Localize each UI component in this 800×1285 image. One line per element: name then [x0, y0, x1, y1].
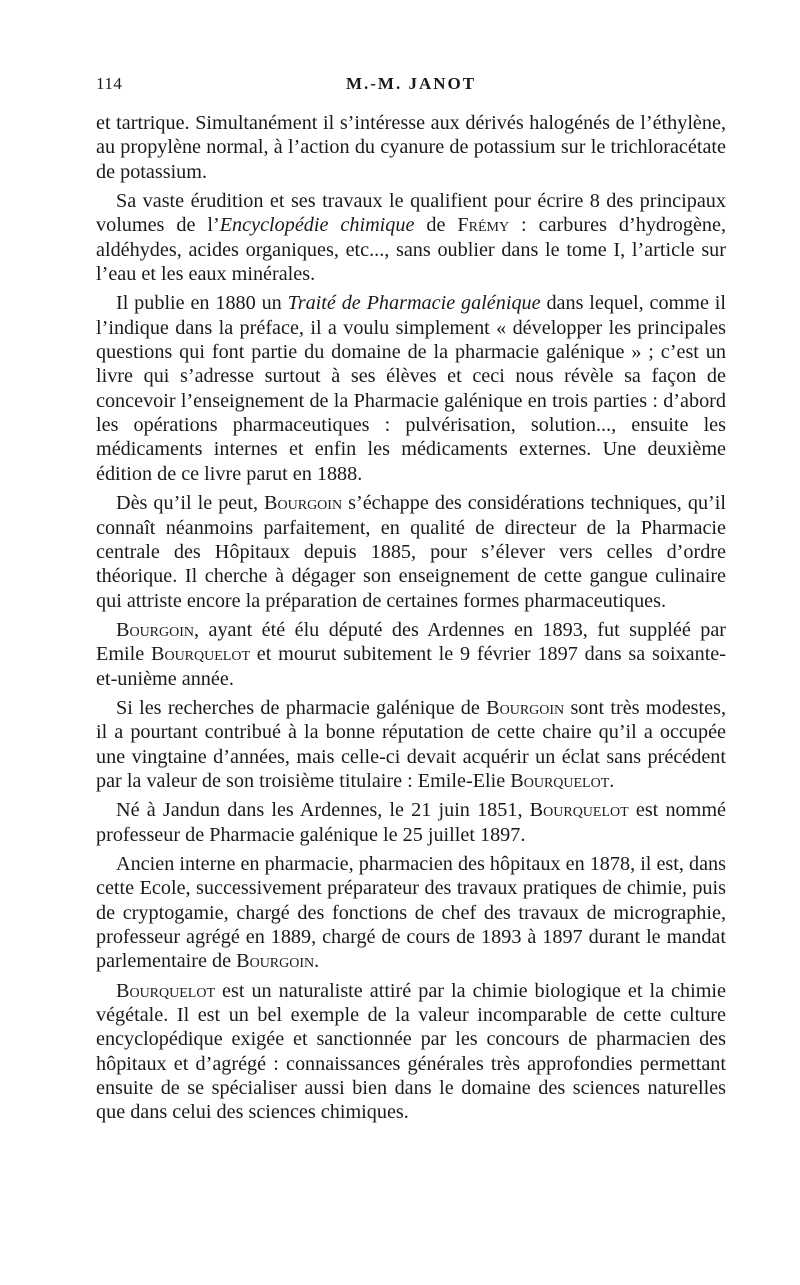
book-title-italic: Traité de Pharmacie galénique: [287, 292, 541, 315]
paragraph: [96, 291, 726, 486]
text-run: .: [609, 769, 615, 792]
text-run: , ayant été élu député des Ardennes en 1893, fut suppléé par Emile: [96, 618, 726, 666]
running-head: M.-M. JANOT: [345, 74, 477, 93]
text-run: sont très modestes, il a pourtant contribué à la bonne réputation de cette chaire qu’il a occupée une vingtaine d’années, mais celle-ci devait acquérir un éclat sans précédent par la valeur de son troisième titulaire : Emile-Elie: [96, 696, 726, 792]
name-small-caps: Bourquelot: [151, 643, 251, 666]
paragraph: [96, 852, 726, 974]
paragraph: [96, 696, 726, 793]
paragraph: [96, 189, 726, 286]
name-small-caps: Bourgoin: [116, 618, 195, 641]
paragraph: [96, 111, 726, 184]
paragraph: [96, 798, 726, 847]
text-run: de: [414, 214, 458, 237]
paragraph: [96, 618, 726, 691]
name-small-caps: Bourquelot: [510, 769, 610, 792]
text-run: .: [314, 950, 320, 973]
text-run: Sa vaste érudition et ses travaux le qualifient pour écrire 8 des principaux volumes de l’: [96, 190, 726, 237]
name-small-caps: Frémy: [457, 214, 510, 237]
text-run: Ancien interne en pharmacie, pharmacien des hôpitaux en 1878, il est, dans cette Ecole, successivement préparateur des travaux pratiques de chimie, puis de cryptogamie, chargé des fonctions de chef des travaux de micrographie, professeur agrégé en 1889, chargé de cours de 1893 à 1897 durant le mandat parlementaire de: [96, 852, 726, 973]
page-header: [96, 74, 726, 104]
text-run: est un naturaliste attiré par la chimie biologique et la chimie végétale. Il est un bel exemple de la valeur incomparable de cette culture encyclopédique exigée et sanctionnée par les concours de pharmacien des hôpitaux et d’agrégé : connaissances générales très approfondies permettant ensuite de se spécialiser aussi bien dans le domaine des sciences naturelles que dans celui des sciences chimiques.: [96, 979, 726, 1124]
paragraph: [96, 491, 726, 613]
paragraph: [96, 979, 726, 1125]
name-small-caps: Bourgoin: [236, 950, 315, 973]
text-run: Il publie en 1880 un: [116, 292, 288, 315]
text-run: et mourut subitement le 9 février 1897 dans sa soixante-et-unième année.: [96, 643, 726, 690]
name-small-caps: Bourgoin: [264, 492, 343, 515]
page-number: 114: [96, 74, 123, 93]
text-run: s’échappe des considérations techniques, qu’il connaît néanmoins parfaitement, en qualité de directeur de la Pharmacie centrale des Hôpitaux depuis 1885, pour s’élever vers celles d’ordre théorique. Il cherche à dégager son enseignement de cette gangue culinaire qui attriste encore la préparation de certaines formes pharmaceutiques.: [96, 492, 726, 612]
body-text: [96, 111, 726, 1130]
name-small-caps: Bourgoin: [486, 696, 565, 719]
text-run: Si les recherches de pharmacie galénique de: [116, 696, 487, 719]
text-run: Né à Jandun dans les Ardennes, le 21 juin 1851,: [116, 799, 530, 822]
text-run: : carbures d’hydrogène, aldéhydes, acides organiques, etc..., sans oublier dans le tome I, l’article sur l’eau et les eaux minérales.: [96, 214, 727, 286]
text-run: dans lequel, comme il l’indique dans la préface, il a voulu simplement « développer les principales questions qui font partie du domaine de la pharmacie galénique » ; c’est un livre qui s’adresse surtout à ses élèves et ceci nous révèle sa façon de concevoir l’enseignement de la Pharmacie galénique en trois parties : d’abord les opérations pharmaceutiques : pulvérisation, solution..., ensuite les médicaments internes et enfin les médicaments externes. Une deuxième édition de ce livre parut en 1888.: [96, 292, 726, 485]
text-run: et tartrique. Simultanément il s’intéresse aux dérivés halogénés de l’éthylène, au propylène normal, à l’action du cyanure de potassium sur le trichloracétate de potassium.: [96, 112, 726, 183]
name-small-caps: Bourquelot: [529, 799, 629, 822]
name-small-caps: Bourquelot: [116, 979, 216, 1002]
text-run: est nommé professeur de Pharmacie galénique le 25 juillet 1897.: [96, 799, 726, 846]
book-title-italic: Encyclopédie chimique: [219, 214, 415, 237]
text-run: Dès qu’il le peut,: [116, 492, 265, 515]
